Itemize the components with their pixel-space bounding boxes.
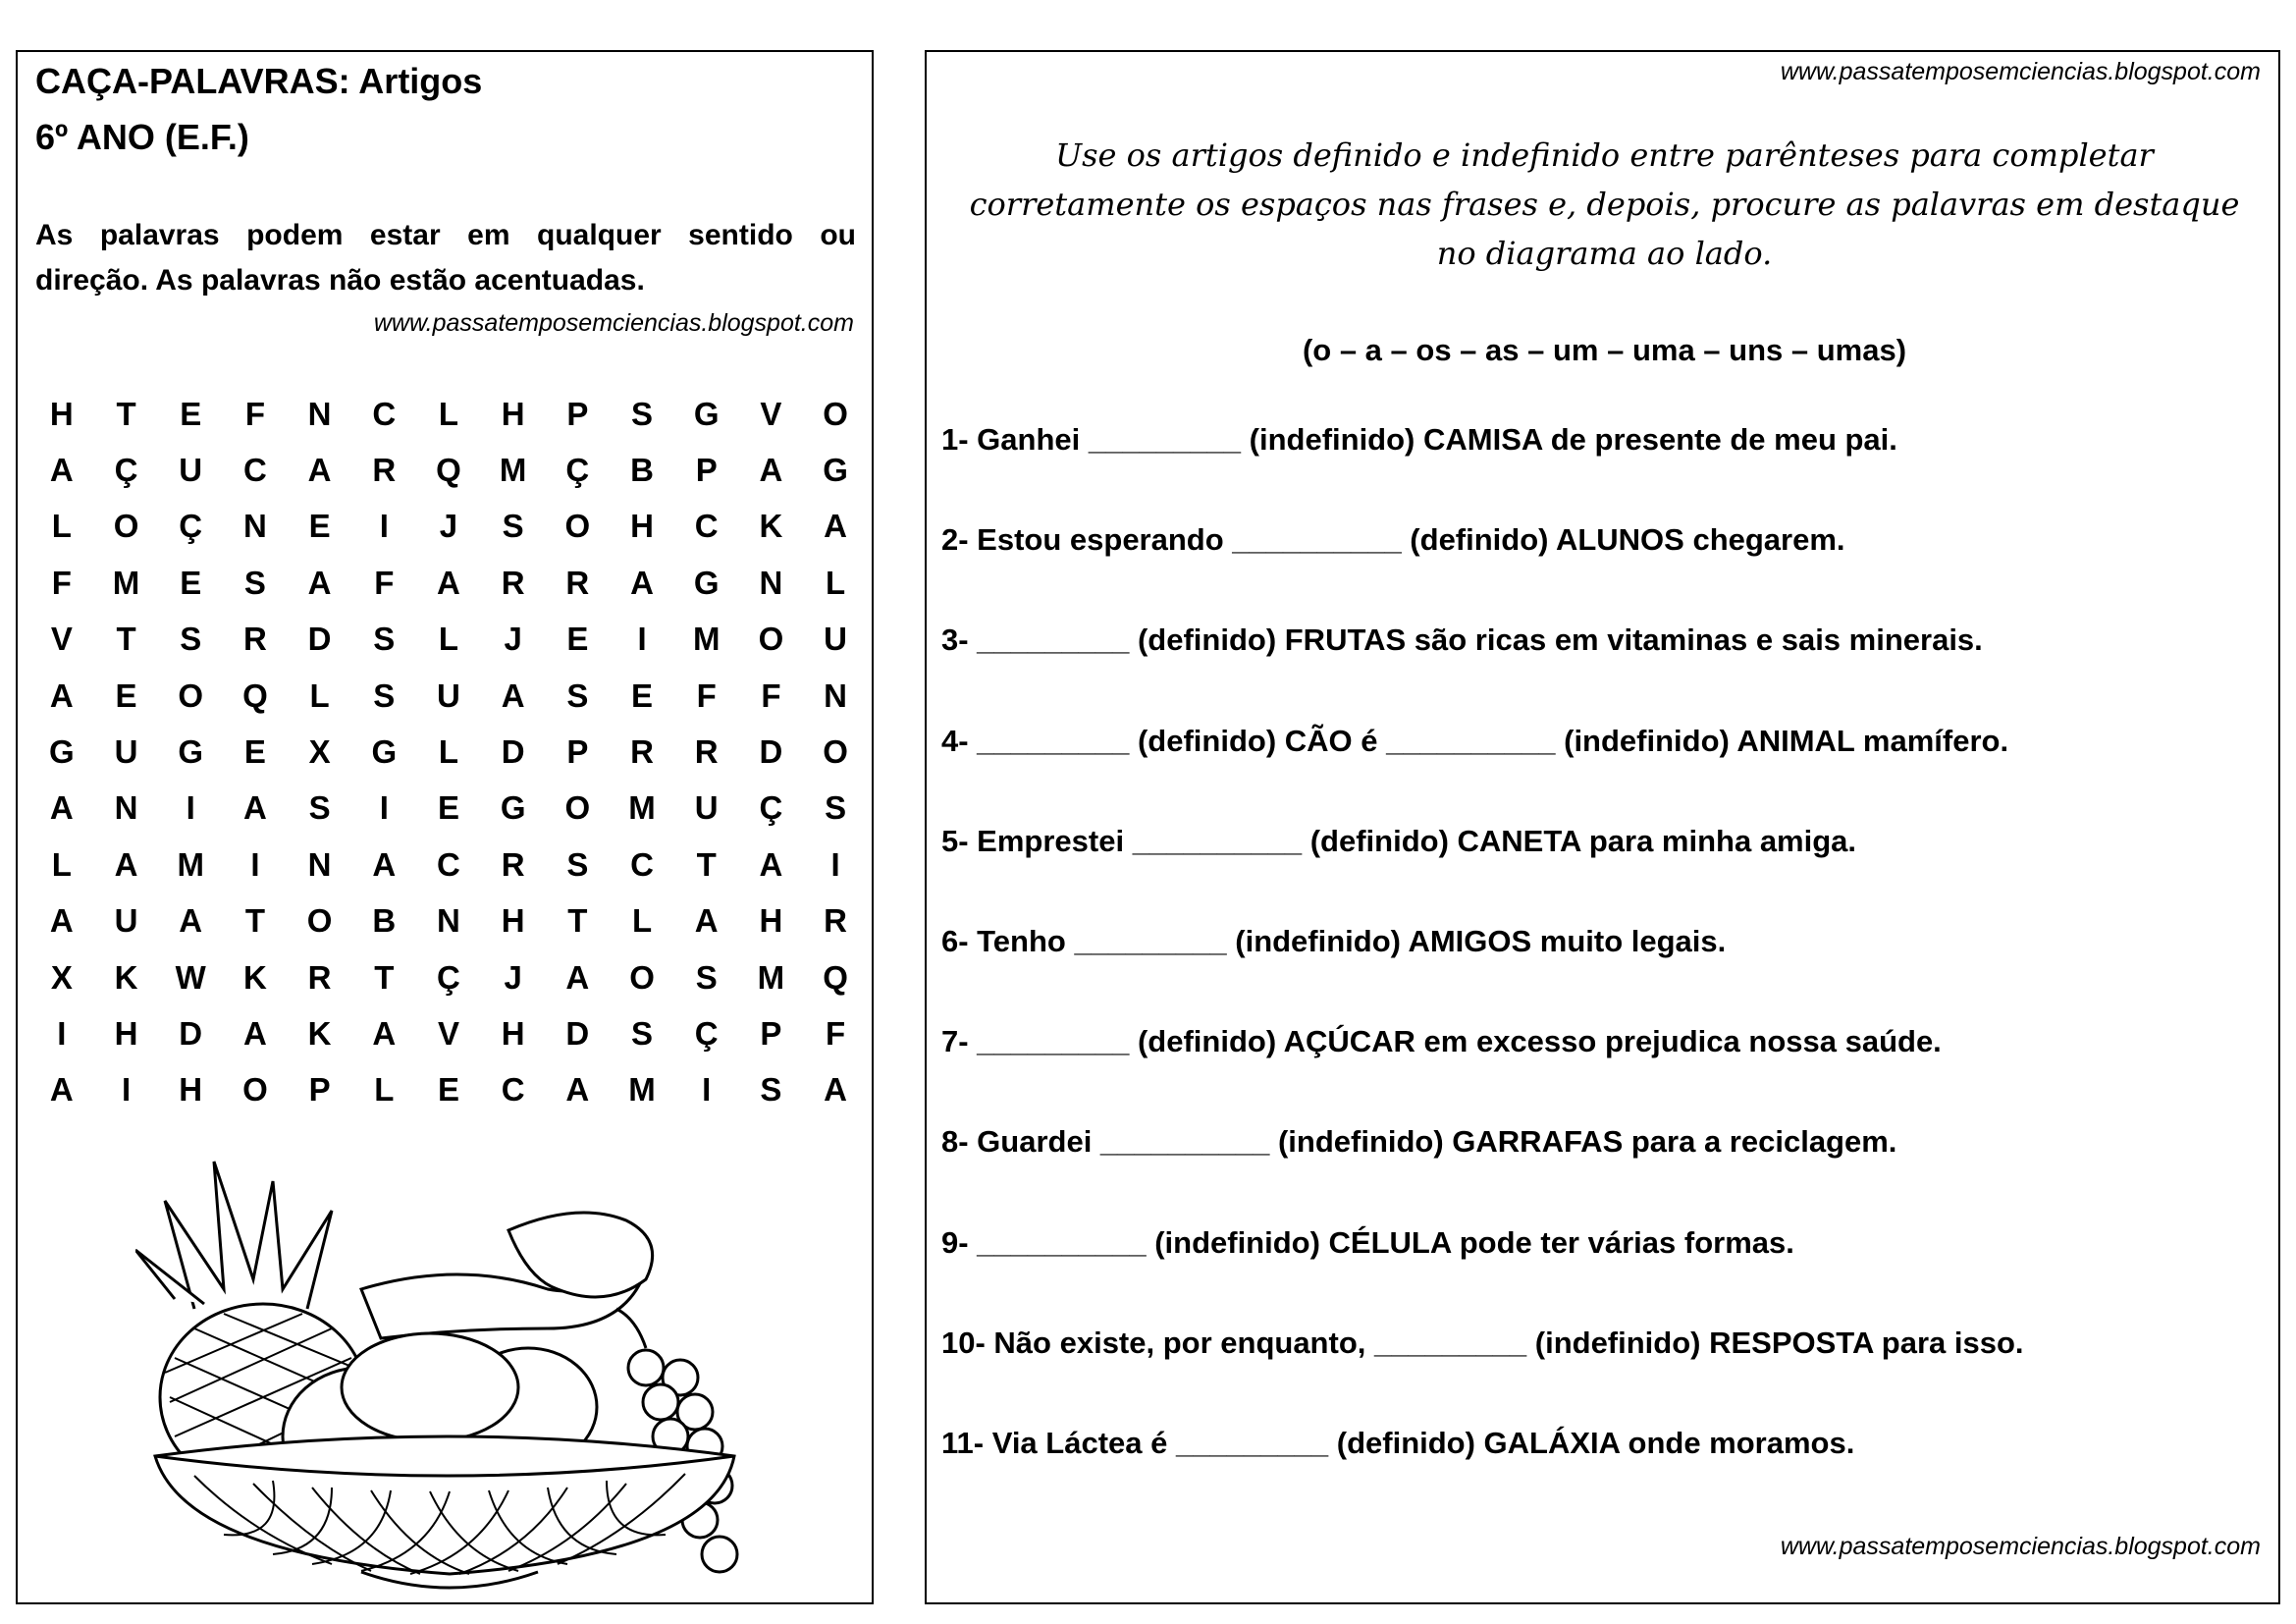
instructions-line-1: As palavras podem estar em qualquer sentido ou <box>35 219 856 251</box>
grid-letter: A <box>694 902 719 940</box>
article-options: (o – a – os – as – um – uma – uns – umas) <box>1302 333 1907 367</box>
grid-letter: I <box>57 1014 67 1052</box>
grid-letter: M <box>757 958 785 996</box>
grid-letter: A <box>437 564 460 601</box>
grid-letter: B <box>372 902 397 940</box>
grid-letter: U <box>114 902 138 940</box>
grid-letter: E <box>631 677 654 714</box>
grid-letter: C <box>501 1071 525 1109</box>
grid-letter: L <box>438 733 459 771</box>
blog-url: www.passatemposemciencias.blogspot.com <box>373 309 854 337</box>
grid-letter: M <box>628 789 656 827</box>
grid-letter: U <box>114 733 138 771</box>
grid-letter: Ç <box>759 789 783 827</box>
grid-letter: E <box>437 789 459 827</box>
grid-letter: O <box>564 508 591 545</box>
grid-letter: O <box>629 958 655 996</box>
grid-letter: N <box>759 564 783 601</box>
grid-row <box>29 837 868 893</box>
grid-letter: E <box>180 564 202 601</box>
grid-letter: E <box>180 395 202 432</box>
blog-url-bottom: www.passatemposemciencias.blogspot.com <box>1780 1533 2261 1560</box>
exercise-intro-line-1: Use os artigos definido e indefinido entre parênteses para completar <box>1055 136 2154 174</box>
grid-row <box>29 1005 868 1061</box>
exercise-panel <box>925 50 2280 1604</box>
grid-letter: P <box>308 1071 331 1109</box>
grid-letter: S <box>566 845 589 883</box>
grid-letter: H <box>630 508 654 545</box>
grid-letter: R <box>694 733 719 771</box>
grid-letter: R <box>242 621 267 658</box>
grid-letter: P <box>695 452 718 489</box>
blog-url-top: www.passatemposemciencias.blogspot.com <box>1780 58 2261 85</box>
grid-letter: V <box>437 1014 459 1052</box>
grid-letter: S <box>373 677 396 714</box>
grid-letter: I <box>702 1071 712 1109</box>
grid-letter: A <box>49 677 74 714</box>
grid-letter: E <box>437 1071 459 1109</box>
grid-letter: A <box>307 452 332 489</box>
question-9: 9- __________ (indefinido) CÉLULA pode ter várias formas. <box>941 1225 1794 1260</box>
question-7: 7- _________ (definido) AÇÚCAR em excesso prejudica nossa saúde. <box>941 1024 1942 1058</box>
grid-letter: O <box>178 677 204 714</box>
grid-letter: M <box>177 845 204 883</box>
grid-letter: I <box>379 789 389 827</box>
grid-letter: S <box>373 621 396 658</box>
grid-letter: D <box>179 1014 203 1052</box>
grid-letter: A <box>49 452 74 489</box>
grid-letter: K <box>759 508 783 545</box>
grid-letter: O <box>758 621 784 658</box>
grid-row <box>29 724 868 780</box>
grid-letter: L <box>374 1071 395 1109</box>
grid-letter: L <box>438 395 459 432</box>
grid-letter: M <box>692 621 721 658</box>
grid-letter: F <box>826 1014 846 1052</box>
grid-letter: R <box>565 564 590 601</box>
grid-letter: A <box>824 1071 848 1109</box>
grid-letter: E <box>566 621 589 658</box>
grid-letter: C <box>242 452 267 489</box>
grid-row <box>29 893 868 949</box>
grid-letter: I <box>250 845 260 883</box>
grid-row <box>29 1062 868 1118</box>
grid-letter: K <box>307 1014 332 1052</box>
grid-letter: U <box>824 621 848 658</box>
grid-letter: K <box>242 958 267 996</box>
grid-letter: O <box>823 733 848 771</box>
grid-letter: F <box>761 677 781 714</box>
grid-letter: S <box>695 958 718 996</box>
grid-letter: C <box>694 508 719 545</box>
grid-letter: A <box>179 902 203 940</box>
question-4: 4- _________ (definido) CÃO é __________ (indefinido) ANIMAL mamífero. <box>941 724 2009 758</box>
word-search-grid <box>29 386 868 1118</box>
grid-letter: O <box>306 902 333 940</box>
grid-letter: M <box>112 564 140 601</box>
grid-letter: I <box>379 508 389 545</box>
grid-letter: J <box>439 508 458 545</box>
grid-letter: G <box>823 452 848 489</box>
worksheet-title: CAÇA-PALAVRAS: Artigos <box>35 61 483 101</box>
question-5: 5- Emprestei __________ (definido) CANETA para minha amiga. <box>941 824 1857 858</box>
grid-letter: H <box>501 395 525 432</box>
grid-letter: C <box>630 845 654 883</box>
grid-letter: T <box>116 395 136 432</box>
grid-letter: U <box>694 789 719 827</box>
grid-letter: Ç <box>694 1014 719 1052</box>
grid-letter: S <box>760 1071 782 1109</box>
grid-letter: R <box>501 845 525 883</box>
grid-letter: L <box>51 845 72 883</box>
grid-row <box>29 555 868 611</box>
grid-letter: R <box>630 733 654 771</box>
grid-letter: A <box>49 902 74 940</box>
grid-row <box>29 499 868 555</box>
grid-letter: S <box>825 789 847 827</box>
grid-letter: T <box>696 845 717 883</box>
grid-letter: K <box>114 958 138 996</box>
grid-letter: N <box>437 902 460 940</box>
grid-letter: D <box>759 733 783 771</box>
grid-letter: A <box>630 564 654 601</box>
instructions-line-2: direção. As palavras não estão acentuadas. <box>35 264 645 297</box>
grid-letter: A <box>759 845 783 883</box>
grid-letter: H <box>114 1014 138 1052</box>
grid-letter: Q <box>436 452 461 489</box>
question-11: 11- Via Láctea é _________ (definido) GALÁXIA onde moramos. <box>941 1426 1855 1460</box>
grid-letter: J <box>504 621 522 658</box>
grid-letter: A <box>372 845 397 883</box>
grid-letter: S <box>502 508 524 545</box>
grid-letter: D <box>565 1014 590 1052</box>
grid-letter: L <box>51 508 72 545</box>
grid-letter: R <box>372 452 397 489</box>
grid-letter: S <box>566 677 589 714</box>
grid-letter: A <box>307 564 332 601</box>
grid-letter: N <box>824 677 848 714</box>
grid-letter: A <box>565 958 590 996</box>
grid-letter: P <box>760 1014 782 1052</box>
grid-letter: A <box>565 1071 590 1109</box>
grid-letter: A <box>49 789 74 827</box>
grid-letter: H <box>759 902 783 940</box>
grid-letter: F <box>374 564 395 601</box>
grid-letter: S <box>631 395 654 432</box>
grid-letter: A <box>242 789 267 827</box>
grid-letter: A <box>372 1014 397 1052</box>
grid-letter: H <box>501 902 525 940</box>
grid-letter: L <box>309 677 330 714</box>
grid-letter: Ç <box>179 508 203 545</box>
grid-letter: G <box>371 733 398 771</box>
grid-letter: E <box>243 733 266 771</box>
grid-letter: F <box>51 564 72 601</box>
grid-letter: I <box>637 621 647 658</box>
grid-letter: N <box>307 395 332 432</box>
grid-letter: T <box>567 902 588 940</box>
grid-letter: U <box>437 677 460 714</box>
grid-letter: X <box>308 733 331 771</box>
grid-letter: T <box>116 621 136 658</box>
grid-row <box>29 949 868 1005</box>
grid-letter: N <box>242 508 267 545</box>
grid-row <box>29 668 868 724</box>
grid-letter: S <box>243 564 266 601</box>
grid-letter: H <box>179 1071 203 1109</box>
grid-letter: E <box>115 677 137 714</box>
grid-letter: S <box>308 789 331 827</box>
grid-letter: T <box>374 958 395 996</box>
grid-letter: P <box>566 733 589 771</box>
grid-letter: H <box>501 1014 525 1052</box>
grid-letter: R <box>824 902 848 940</box>
grid-letter: H <box>49 395 74 432</box>
grid-letter: F <box>696 677 717 714</box>
grid-letter: Q <box>823 958 848 996</box>
grid-letter: I <box>121 1071 132 1109</box>
grid-letter: I <box>830 845 840 883</box>
grid-letter: V <box>50 621 73 658</box>
grid-letter: L <box>826 564 846 601</box>
exercise-intro-line-2: corretamente os espaços nas frases e, depois, procure as palavras em destaque <box>969 186 2240 223</box>
grid-letter: N <box>307 845 332 883</box>
grid-row <box>29 781 868 837</box>
grid-letter: O <box>113 508 139 545</box>
grid-letter: T <box>244 902 265 940</box>
grid-letter: A <box>759 452 783 489</box>
grid-row <box>29 386 868 442</box>
grid-letter: A <box>824 508 848 545</box>
grid-letter: P <box>566 395 589 432</box>
grid-letter: G <box>49 733 75 771</box>
grid-letter: F <box>244 395 265 432</box>
grid-letter: V <box>760 395 782 432</box>
grid-letter: O <box>823 395 848 432</box>
exercise-intro-line-3: no diagrama ao lado. <box>1436 235 1773 272</box>
grid-letter: S <box>631 1014 654 1052</box>
question-1: 1- Ganhei _________ (indefinido) CAMISA de presente de meu pai. <box>941 422 1897 457</box>
grid-letter: C <box>372 395 397 432</box>
grid-letter: U <box>179 452 203 489</box>
grid-letter: Ç <box>114 452 138 489</box>
grid-row <box>29 442 868 498</box>
grid-letter: Q <box>242 677 268 714</box>
grid-letter: D <box>501 733 525 771</box>
grid-letter: E <box>308 508 331 545</box>
grid-letter: A <box>114 845 138 883</box>
grid-letter: W <box>175 958 206 996</box>
grid-letter: A <box>49 1071 74 1109</box>
grid-letter: R <box>501 564 525 601</box>
question-6: 6- Tenho _________ (indefinido) AMIGOS muito legais. <box>941 924 1727 958</box>
grid-row <box>29 612 868 668</box>
grid-letter: A <box>501 677 525 714</box>
grade-label: 6º ANO (E.F.) <box>35 117 249 157</box>
grid-letter: M <box>499 452 527 489</box>
question-2: 2- Estou esperando __________ (definido) ALUNOS chegarem. <box>941 522 1845 557</box>
word-search-panel <box>16 50 874 1604</box>
grid-letter: A <box>242 1014 267 1052</box>
grid-letter: O <box>242 1071 268 1109</box>
grid-letter: B <box>630 452 654 489</box>
question-8: 8- Guardei __________ (indefinido) GARRAFAS para a reciclagem. <box>941 1124 1897 1159</box>
grid-letter: L <box>631 902 653 940</box>
grid-letter: S <box>180 621 202 658</box>
grid-letter: O <box>564 789 591 827</box>
grid-letter: R <box>307 958 332 996</box>
question-10: 10- Não existe, por enquanto, _________ (indefinido) RESPOSTA para isso. <box>941 1326 2024 1360</box>
grid-letter: L <box>438 621 459 658</box>
grid-letter: Ç <box>437 958 460 996</box>
grid-letter: N <box>114 789 138 827</box>
question-3: 3- _________ (definido) FRUTAS são ricas em vitaminas e sais minerais. <box>941 623 1983 657</box>
grid-letter: G <box>178 733 204 771</box>
grid-letter: X <box>50 958 73 996</box>
grid-letter: Ç <box>565 452 590 489</box>
grid-letter: I <box>186 789 195 827</box>
grid-letter: M <box>628 1071 656 1109</box>
grid-letter: D <box>307 621 332 658</box>
grid-letter: G <box>693 564 720 601</box>
grid-letter: J <box>504 958 522 996</box>
grid-letter: C <box>437 845 460 883</box>
fruit-basket-icon <box>135 1142 764 1603</box>
grid-letter: G <box>693 395 720 432</box>
grid-letter: G <box>500 789 526 827</box>
